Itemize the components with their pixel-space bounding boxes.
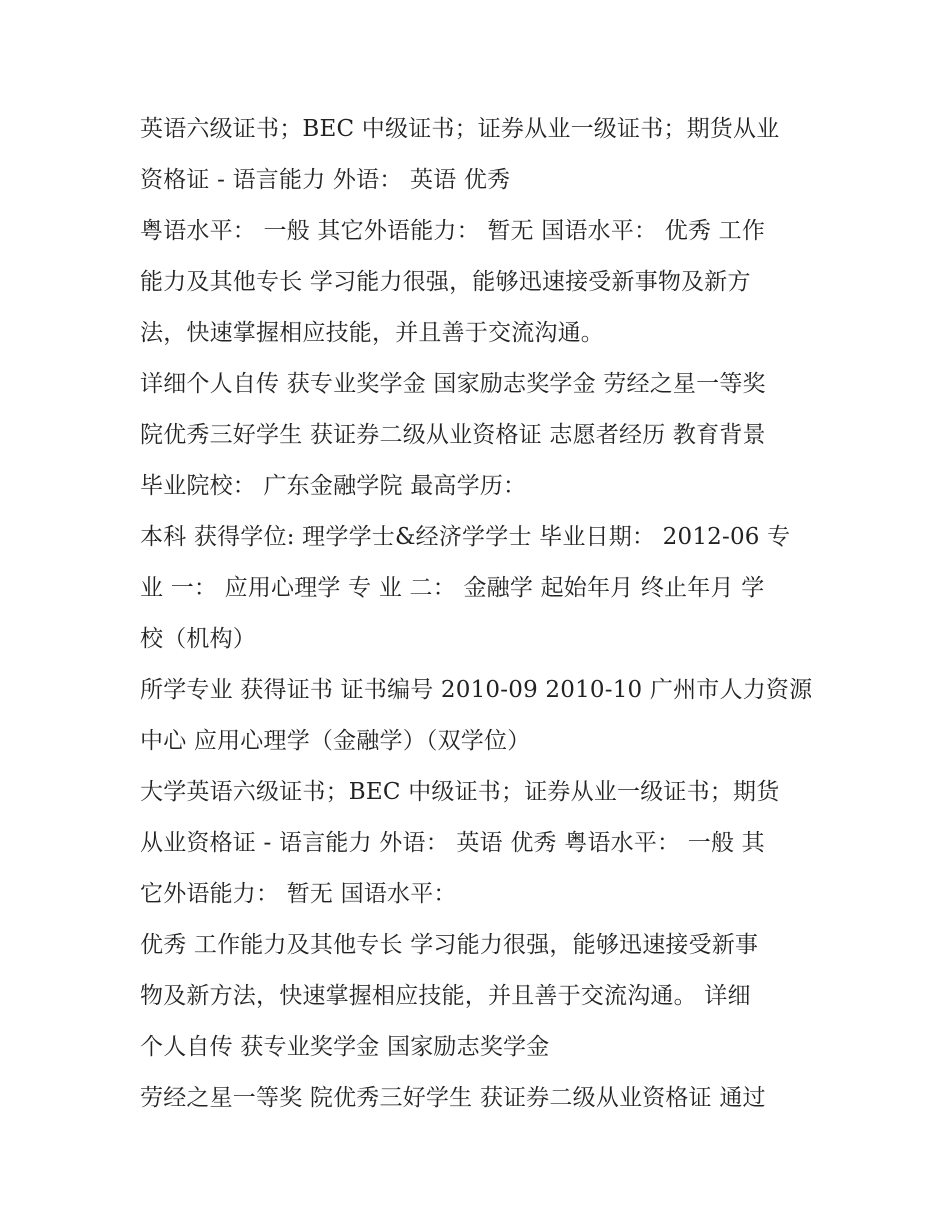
text-line: 英语六级证书；BEC 中级证书；证券从业一级证书；期货从业 xyxy=(140,116,780,142)
text-line: 法，快速掌握相应技能，并且善于交流沟通。 xyxy=(140,320,604,346)
text-line: 所学专业 获得证书 证书编号 2010-09 2010-10 广州市人力资源 xyxy=(140,677,813,703)
text-line: 本科 获得学位: 理学学士&经济学学士 毕业日期： 2012-06 专 xyxy=(140,524,791,550)
paragraph-certificates-repeat xyxy=(140,767,820,920)
paragraph-autobiography xyxy=(140,359,820,512)
paragraph-certificates xyxy=(140,104,820,206)
text-line: 从业资格证 - 语言能力 外语： 英语 优秀 粤语水平： 一般 其 xyxy=(140,830,765,856)
text-line: 个人自传 获专业奖学金 国家励志奖学金 xyxy=(140,1034,550,1060)
text-line: 劳经之星一等奖 院优秀三好学生 获证券二级从业资格证 通过 xyxy=(140,1085,766,1111)
text-line: 大学英语六级证书；BEC 中级证书；证券从业一级证书；期货 xyxy=(140,779,780,805)
paragraph-language-skills xyxy=(140,206,820,359)
text-line: 它外语能力： 暂无 国语水平： xyxy=(140,881,457,907)
document-body xyxy=(140,104,820,1124)
text-line: 毕业院校： 广东金融学院 最高学历： xyxy=(140,473,527,499)
text-line: 优秀 工作能力及其他专长 学习能力很强，能够迅速接受新事 xyxy=(140,932,759,958)
text-line: 资格证 - 语言能力 外语： 英语 优秀 xyxy=(140,167,511,193)
text-line: 校（机构） xyxy=(140,626,256,652)
text-line: 能力及其他专长 学习能力很强，能够迅速接受新事物及新方 xyxy=(140,269,751,295)
text-line: 中心 应用心理学（金融学）（双学位） xyxy=(140,728,531,754)
paragraph-awards-continued xyxy=(140,1073,820,1124)
text-line: 院优秀三好学生 获证券二级从业资格证 志愿者经历 教育背景 xyxy=(140,422,766,448)
text-line: 业 一： 应用心理学 专 业 二： 金融学 起始年月 终止年月 学 xyxy=(140,575,765,601)
text-line: 粤语水平： 一般 其它外语能力： 暂无 国语水平： 优秀 工作 xyxy=(140,218,766,244)
paragraph-training xyxy=(140,665,820,767)
paragraph-education xyxy=(140,512,820,665)
text-line: 详细个人自传 获专业奖学金 国家励志奖学金 劳经之星一等奖 xyxy=(140,371,766,397)
text-line: 物及新方法，快速掌握相应技能，并且善于交流沟通。 详细 xyxy=(140,983,751,1009)
paragraph-skills-repeat xyxy=(140,920,820,1073)
